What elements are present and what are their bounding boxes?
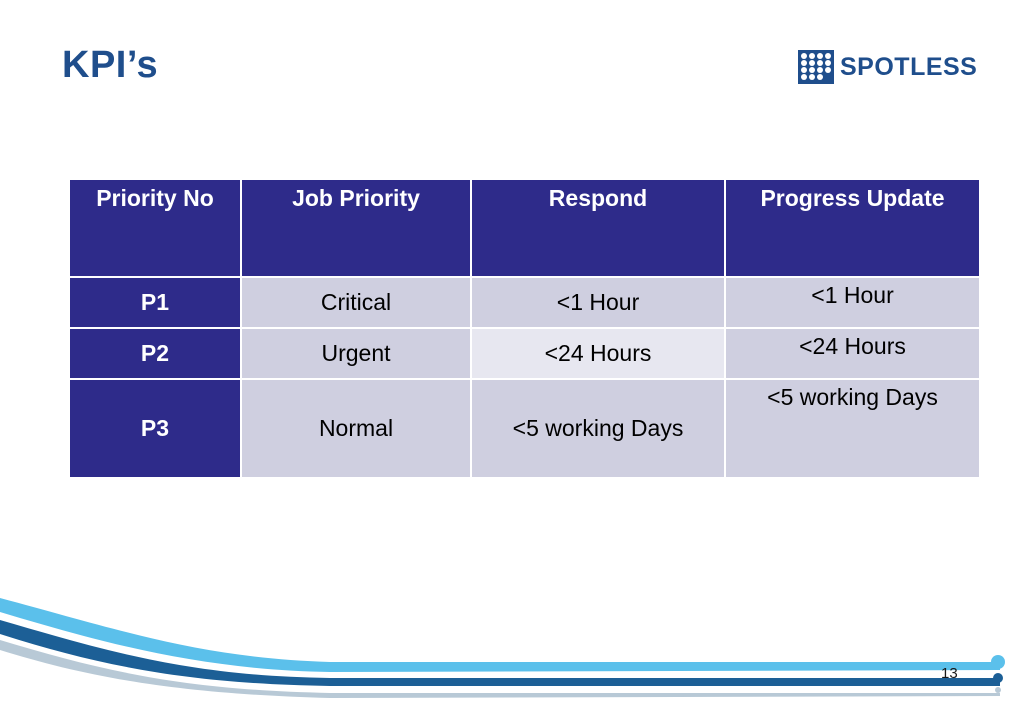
table-cell: <5 working Days xyxy=(471,379,725,478)
table-cell: <5 working Days xyxy=(725,379,980,478)
priority-cell: P1 xyxy=(69,277,241,328)
table-cell: <24 Hours xyxy=(471,328,725,379)
header-cell: Respond xyxy=(471,179,725,277)
header-cell: Priority No xyxy=(69,179,241,277)
table-cell: Normal xyxy=(241,379,471,478)
table-cell: <1 Hour xyxy=(471,277,725,328)
logo-dots-icon xyxy=(798,50,834,84)
slide-title: KPI’s xyxy=(62,44,159,86)
header-cell: Progress Update xyxy=(725,179,980,277)
logo-wordmark: SPOTLESS xyxy=(840,52,978,81)
table-row xyxy=(69,379,980,478)
table-row xyxy=(69,328,980,379)
table-cell: Urgent xyxy=(241,328,471,379)
page-number: 13 xyxy=(941,665,958,682)
table-header-row xyxy=(69,179,980,277)
table-cell: Critical xyxy=(241,277,471,328)
priority-cell: P3 xyxy=(69,379,241,478)
spotless-logo xyxy=(798,49,977,85)
table-cell: <1 Hour xyxy=(725,277,980,328)
table-row xyxy=(69,277,980,328)
header-cell: Job Priority xyxy=(241,179,471,277)
footer-swoosh xyxy=(0,590,1024,722)
table-cell: <24 Hours xyxy=(725,328,980,379)
kpi-table xyxy=(68,178,981,479)
priority-cell: P2 xyxy=(69,328,241,379)
